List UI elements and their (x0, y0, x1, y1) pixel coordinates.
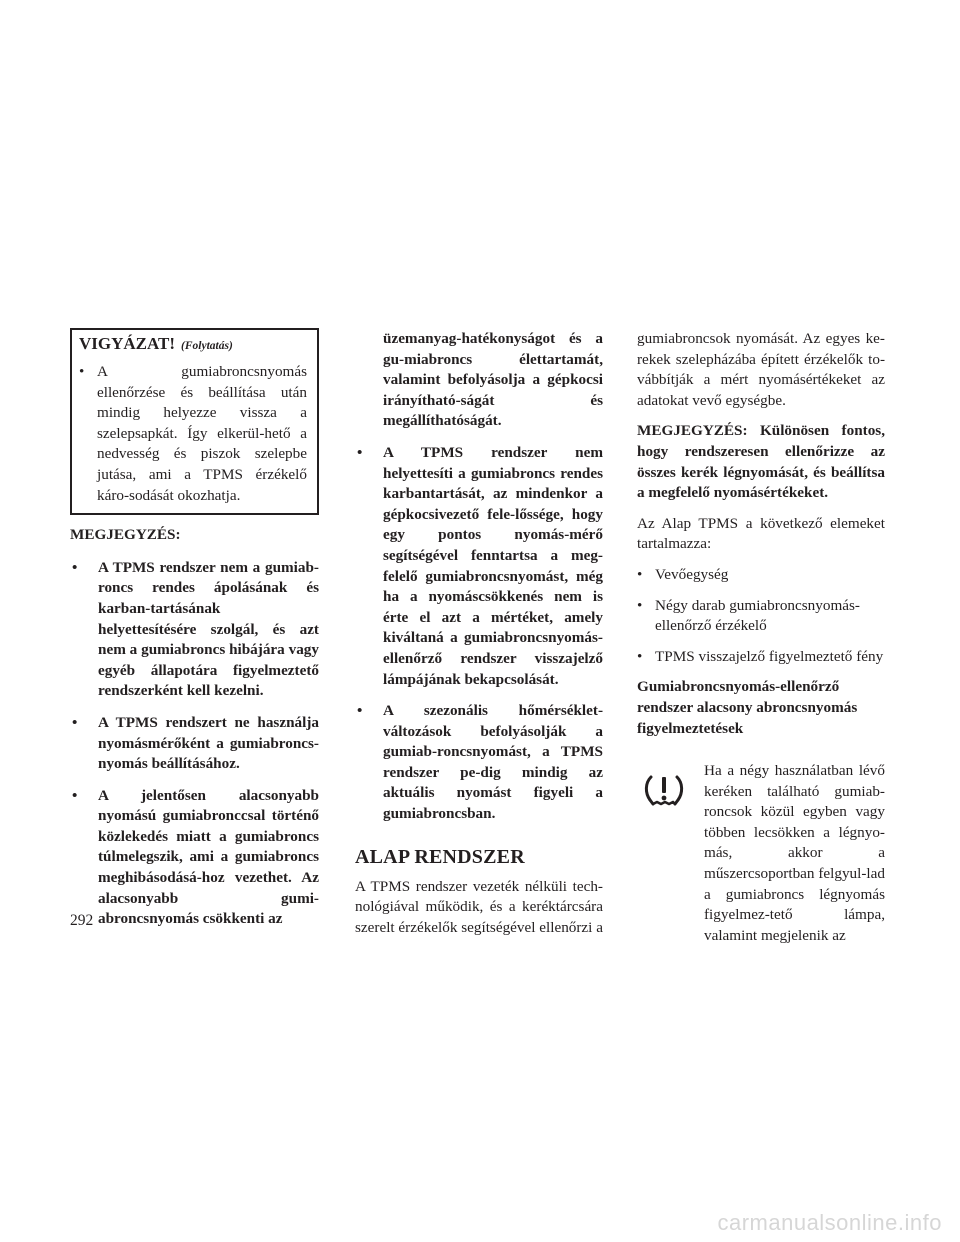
bullet-dot: • (357, 443, 363, 461)
paragraph-2: Az Alap TPMS a következő elemeket tartalmazza: (637, 514, 885, 553)
note-bullet-text: A jelentősen alacsonyabb nyomású gumiabronccsal történő közlekedés miatt a gumiabroncs túlmelegszik, ami a gumiabroncs meghibásodásá-hoz vezethet. Az alacsonyabb gumi-abroncsnyomás csökkenti az (98, 786, 319, 928)
caution-label: VIGYÁZAT! (79, 334, 176, 353)
subheading: Gumiabroncsnyomás-ellenőrző rendszer alacsony abroncsnyomás figyelmeztetések (637, 678, 858, 737)
note-heading: MEGJEGYZÉS: (70, 526, 181, 544)
caution-title (79, 332, 307, 358)
bullet-dot: • (72, 713, 78, 731)
warning-text: Ha a négy használatban lévő keréken található gumiab-roncsok közül egyben vagy többen lecsökken a légnyo-más, akkor a műszercsoportban felgyul-lad a gumiabroncs légnyomás figyelmez-tető lámpa, valamint megjelenik az (704, 762, 885, 944)
caution-bullet-text: A gumiabroncsnyomás ellenőrzése és beállítása után mindig helyezze vissza a szelepsapkát. Így elkerül-hető a nedvesség és piszok szelepbe jutása, ami a TPMS érzékelő káro-sodását okozhatja. (97, 363, 307, 504)
watermark: carmanualsonline.info (717, 1210, 942, 1235)
tire-pressure-warning-icon (643, 771, 685, 807)
caution-continued: (Folytatás) (181, 340, 233, 352)
note-bullet-2 (70, 713, 319, 775)
note-bullet-text: A TPMS rendszert ne használja nyomásmérőként a gumiabroncs-nyomás beállításához. (98, 713, 319, 773)
bullet-dot: • (637, 565, 643, 583)
note-bullet-text: A szezonális hőmérséklet-változások befolyásolják a gumiab-roncsnyomást, a TPMS rendszer pe-dig mindig az aktuális nyomást figyeli a gumiabroncsban. (383, 702, 603, 823)
list-item-text: Négy darab gumiabroncsnyomás-ellenőrző érzékelő (655, 596, 860, 635)
bullet-continuation: üzemanyag-hatékonyságot és a gu-miabroncs élettartamát, valamint befolyásolja a gépkocsi irányítható-ságát és megállíthatóságát. (383, 330, 603, 430)
section-heading: ALAP RENDSZER (355, 845, 525, 868)
bullet-dot: • (72, 786, 78, 804)
bullet-dot: • (79, 363, 85, 380)
note-bullet-1 (70, 558, 319, 702)
list-item-text: TPMS visszajelző figyelmeztető fény (655, 647, 884, 665)
note-bullet-text: A TPMS rendszer nem helyettesíti a gumiabroncs rendes karbantartását, az mindenkor a gépkocsivezető fele-lőssége, hogy egy pontos nyomás-mérő segítségével fenntartsa a meg-felelő gumiabroncsnyomást, még ha a nyomáscsökkenés nem is érte el azt a mértéket, amely kiváltaná a gumiabroncsnyomás-ellenőrző rendszer visszajelző lámpájának bekapcsolását. (383, 443, 603, 688)
page-number: 292 (70, 912, 94, 929)
list-item (637, 647, 885, 668)
note-paragraph: MEGJEGYZÉS: Különösen fontos, hogy rendszeresen ellenőrizze az összes kerék légnyomását, és beállítsa a megfelelő nyomásértékeket. (637, 422, 885, 502)
bullet-dot: • (637, 647, 643, 665)
bullet-dot: • (357, 702, 363, 720)
list-item (637, 565, 885, 586)
note-bullet-text: A TPMS rendszer nem a gumiab-roncs rendes ápolásának és karban-tartásának helyettesítésére szolgál, és azt nem a gumiabroncs hibájára vagy egyéb állapotára figyelmeztető rendszerként kell kezelni. (98, 558, 319, 700)
column-2 (355, 329, 603, 938)
note-bullet-5 (355, 701, 603, 825)
column-3 (637, 329, 885, 946)
note-bullet-3 (70, 786, 319, 930)
bullet-dot: • (72, 558, 78, 576)
section-paragraph: A TPMS rendszer vezeték nélküli tech-nológiával működik, és a keréktárcsára szerelt érzékelők segítségével ellenőrzi a (355, 877, 603, 936)
caution-box (70, 328, 319, 515)
column-1 (70, 328, 319, 941)
bullet-dot: • (637, 596, 643, 614)
list-item (637, 596, 885, 637)
list-item-text: Vevőegység (655, 565, 729, 583)
caution-bullet (79, 362, 307, 506)
warning-block (637, 761, 885, 946)
paragraph-1: gumiabroncsok nyomását. Az egyes ke-rekek szelepházába épített érzékelők to-vábbítják a mért nyomásértékeket az adatokat vevő egységbe. (637, 330, 885, 409)
note-bullet-4 (355, 443, 603, 690)
